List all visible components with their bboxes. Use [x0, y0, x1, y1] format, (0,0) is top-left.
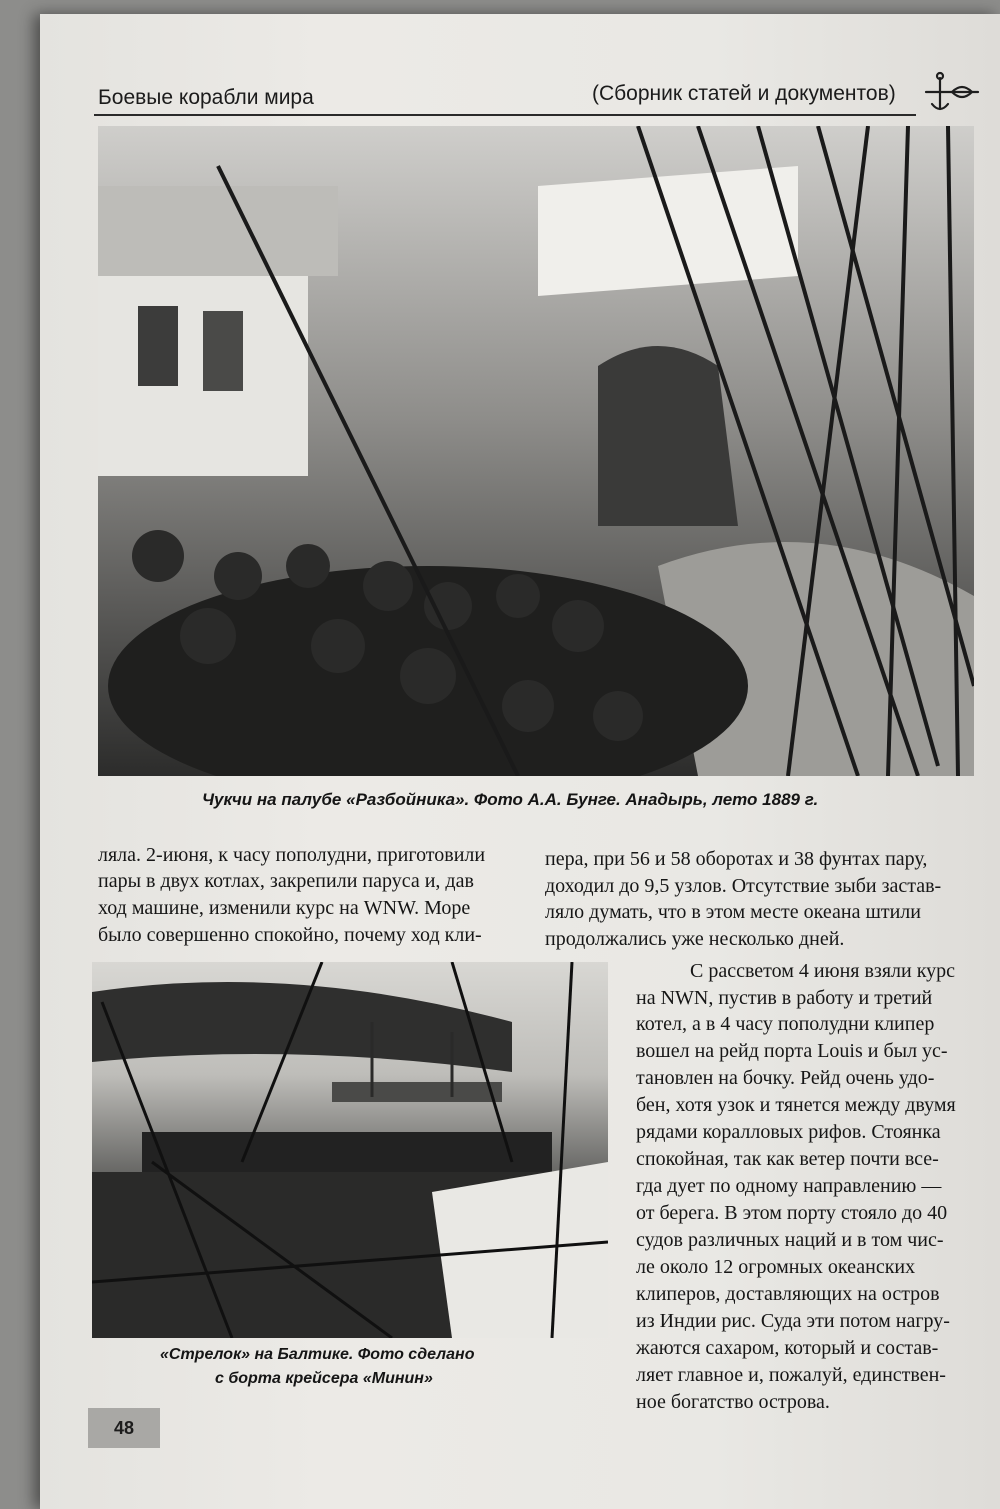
text-line: С рассветом 4 июня взяли курс — [690, 960, 956, 982]
photo-caption: «Стрелок» на Балтике. Фото сделано — [160, 1346, 475, 1363]
running-header-title: Боевые корабли мира — [98, 86, 314, 109]
text-line: тановлен на бочку. Рейд очень удо- — [636, 1067, 935, 1089]
cruiser-deck-photo — [92, 962, 608, 1338]
text-line: клиперов, доставляющих на остров — [636, 1283, 940, 1305]
text-line: ход машине, изменили курс на WNW. Море — [98, 897, 471, 919]
text-line: судов различных наций и в том чис- — [636, 1229, 944, 1251]
text-line: рядами коралловых рифов. Стоянка — [636, 1121, 941, 1143]
text-line: ляет главное и, пожалуй, единствен- — [636, 1364, 946, 1386]
running-header-subtitle: (Сборник статей и документов) — [592, 82, 896, 105]
text-line: из Индии рис. Суда эти потом нагру- — [636, 1310, 950, 1332]
text-line: ное богатство острова. — [636, 1391, 830, 1413]
text-line: вошел на рейд порта Louis и был ус- — [636, 1040, 948, 1062]
ship-deck-photo — [98, 126, 974, 776]
text-line: ляла. 2-июня, к часу пополудни, приготовили — [98, 844, 486, 866]
text-line: котел, а в 4 часу пополудни клипер — [636, 1013, 935, 1035]
page-number: 48 — [88, 1408, 160, 1448]
text-line: продолжались уже несколько дней. — [545, 928, 845, 950]
text-line: бен, хотя узок и тянется между двумя — [636, 1094, 956, 1116]
text-line: пера, при 56 и 58 оборотах и 38 фунтах пару, — [545, 848, 928, 870]
text-line: доходил до 9,5 узлов. Отсутствие зыби застав- — [545, 875, 942, 897]
text-line: от берега. В этом порту стояло до 40 — [636, 1202, 948, 1224]
text-line: ле около 12 огромных океанских — [636, 1256, 916, 1278]
text-line: пары в двух котлах, закрепили паруса и, дав — [98, 870, 474, 892]
text-line: ляло думать, что в этом месте океана штили — [545, 901, 921, 923]
photo-caption: с борта крейсера «Минин» — [215, 1370, 433, 1387]
anchor-icon — [922, 70, 982, 118]
text-line: было совершенно спокойно, почему ход кли- — [98, 924, 482, 946]
text-line: на NWN, пустив в работу и третий — [636, 987, 933, 1009]
photo-caption: Чукчи на палубе «Разбойника». Фото А.А. Бунге. Анадырь, лето 1889 г. — [202, 790, 819, 809]
header-rule — [94, 114, 916, 116]
text-line: спокойная, так как ветер почти все- — [636, 1148, 939, 1170]
text-line: жаются сахаром, который и состав- — [636, 1337, 939, 1359]
text-line: гда дует по одному направлению — — [636, 1175, 942, 1197]
